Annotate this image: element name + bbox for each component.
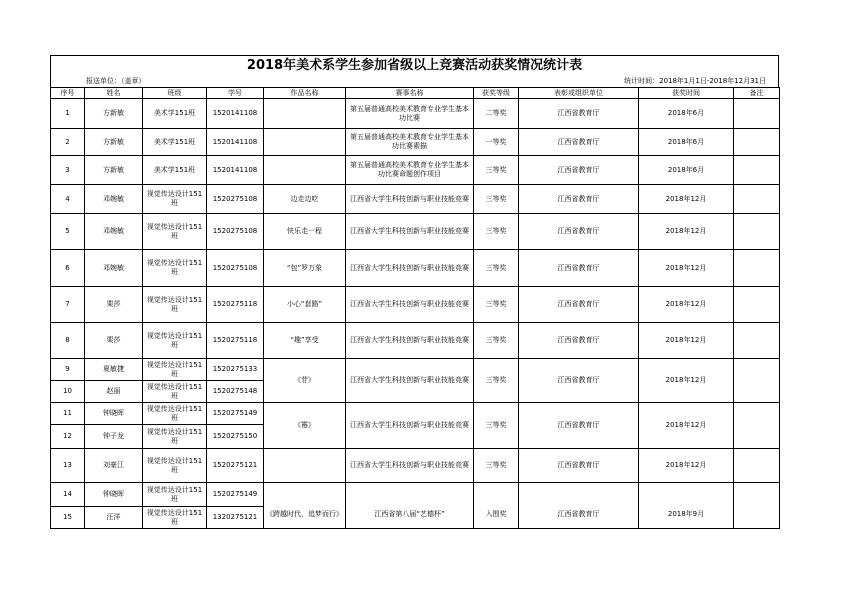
cell-class: 视觉传达设计151班 [143, 287, 207, 323]
cell-no: 4 [51, 185, 85, 214]
cell-class: 美术学151班 [143, 99, 207, 129]
cell-level: 入围奖 [474, 483, 519, 529]
cell-no: 13 [51, 449, 85, 483]
cell-name: 钟晓晖 [85, 403, 143, 425]
cell-no: 3 [51, 156, 85, 185]
cell-name: 方新敏 [85, 156, 143, 185]
table-row [51, 483, 780, 507]
cell-work: 《跨越时代，追梦而行》 [264, 483, 346, 529]
cell-class: 视觉传达设计151班 [143, 483, 207, 507]
cell-name: 邓婉敏 [85, 250, 143, 287]
cell-class: 视觉传达设计151班 [143, 185, 207, 214]
cell-id: 1520275118 [207, 287, 264, 323]
cell-work: 《苷》 [264, 359, 346, 403]
cell-level: 三等奖 [474, 403, 519, 449]
cell-id: 1320275121 [207, 507, 264, 529]
cell-org: 江西省教育厅 [519, 250, 639, 287]
cell-org: 江西省教育厅 [519, 156, 639, 185]
cell-no: 5 [51, 214, 85, 250]
cell-work [264, 129, 346, 156]
cell-id: 1520141108 [207, 156, 264, 185]
cell-note [734, 449, 780, 483]
cell-org: 江西省教育厅 [519, 214, 639, 250]
cell-id: 1520275149 [207, 483, 264, 507]
cell-org: 江西省教育厅 [519, 403, 639, 449]
cell-work: 《霉》 [264, 403, 346, 449]
cell-time: 2018年12月 [639, 323, 734, 359]
cell-time: 2018年6月 [639, 99, 734, 129]
cell-class: 视觉传达设计151班 [143, 449, 207, 483]
header-cell-class: 班级 [143, 88, 207, 99]
cell-level: 三等奖 [474, 214, 519, 250]
cell-time: 2018年9月 [639, 483, 734, 529]
cell-no: 1 [51, 99, 85, 129]
cell-time: 2018年12月 [639, 185, 734, 214]
cell-id: 1520275148 [207, 381, 264, 403]
cell-time: 2018年12月 [639, 214, 734, 250]
cell-event: 江西省大学生科技创新与职业技能竞赛 [346, 250, 474, 287]
cell-no: 9 [51, 359, 85, 381]
header-cell-id: 学号 [207, 88, 264, 99]
cell-class: 美术学151班 [143, 156, 207, 185]
cell-event: 第五届普通高校美术教育专业学生基本功比赛命题创作项目 [346, 156, 474, 185]
info-row [50, 76, 779, 87]
header-cell-time: 获奖时间 [639, 88, 734, 99]
cell-level: 三等奖 [474, 250, 519, 287]
cell-id: 1520275150 [207, 425, 264, 449]
cell-work [264, 99, 346, 129]
cell-note [734, 483, 780, 529]
cell-name: 钟子龙 [85, 425, 143, 449]
table-row [51, 323, 780, 359]
cell-name: 方新敏 [85, 99, 143, 129]
cell-work [264, 449, 346, 483]
cell-no: 10 [51, 381, 85, 403]
cell-time: 2018年12月 [639, 449, 734, 483]
cell-time: 2018年12月 [639, 403, 734, 449]
cell-no: 7 [51, 287, 85, 323]
cell-level: 三等奖 [474, 323, 519, 359]
cell-note [734, 287, 780, 323]
cell-class: 视觉传达设计151班 [143, 403, 207, 425]
cell-name: 赵丽 [85, 381, 143, 403]
cell-no: 14 [51, 483, 85, 507]
cell-event: 第五届普通高校美术教育专业学生基本功比赛素描 [346, 129, 474, 156]
cell-note [734, 156, 780, 185]
header-cell-event: 赛事名称 [346, 88, 474, 99]
cell-org: 江西省教育厅 [519, 323, 639, 359]
cell-work: “包”罗万象 [264, 250, 346, 287]
table-row [51, 359, 780, 381]
table-row [51, 129, 780, 156]
cell-class: 视觉传达设计151班 [143, 250, 207, 287]
cell-level: 三等奖 [474, 449, 519, 483]
table-row [51, 250, 780, 287]
cell-org: 江西省教育厅 [519, 99, 639, 129]
cell-class: 视觉传达设计151班 [143, 323, 207, 359]
table-row [51, 99, 780, 129]
cell-no: 15 [51, 507, 85, 529]
cell-name: 方新敏 [85, 129, 143, 156]
table-row [51, 449, 780, 483]
cell-id: 1520141108 [207, 129, 264, 156]
cell-class: 视觉传达设计151班 [143, 425, 207, 449]
cell-level: 二等奖 [474, 99, 519, 129]
cell-work [264, 156, 346, 185]
awards-table [50, 87, 780, 529]
cell-work: “趣”享受 [264, 323, 346, 359]
cell-time: 2018年6月 [639, 129, 734, 156]
statistics-period: 统计时间：2018年1月1日-2018年12月31日 [624, 77, 766, 85]
cell-level: 三等奖 [474, 156, 519, 185]
cell-time: 2018年12月 [639, 359, 734, 403]
cell-no: 6 [51, 250, 85, 287]
cell-id: 1520275108 [207, 214, 264, 250]
cell-org: 江西省教育厅 [519, 449, 639, 483]
cell-event: 江西省大学生科技创新与职业技能竞赛 [346, 449, 474, 483]
cell-note [734, 185, 780, 214]
cell-id: 1520275118 [207, 323, 264, 359]
header-cell-no: 序号 [51, 88, 85, 99]
cell-note [734, 99, 780, 129]
submitting-unit-label: 报送单位：（盖章） [86, 77, 146, 85]
cell-org: 江西省教育厅 [519, 287, 639, 323]
cell-class: 视觉传达设计151班 [143, 214, 207, 250]
cell-id: 1520275121 [207, 449, 264, 483]
cell-class: 视觉传达设计151班 [143, 507, 207, 529]
header-cell-org: 表彰或组织单位 [519, 88, 639, 99]
cell-level: 三等奖 [474, 287, 519, 323]
cell-level: 三等奖 [474, 359, 519, 403]
cell-event: 江西省第八届“艺德杯” [346, 483, 474, 529]
cell-id: 1520275149 [207, 403, 264, 425]
cell-id: 1520275108 [207, 250, 264, 287]
cell-work: 快乐走一程 [264, 214, 346, 250]
cell-id: 1520275133 [207, 359, 264, 381]
cell-id: 1520275108 [207, 185, 264, 214]
cell-event: 江西省大学生科技创新与职业技能竞赛 [346, 287, 474, 323]
table-title: 2018年美术系学生参加省级以上竞赛活动获奖情况统计表 [50, 55, 779, 76]
cell-name: 刘豪江 [85, 449, 143, 483]
cell-name: 邓婉敏 [85, 214, 143, 250]
table-row [51, 185, 780, 214]
cell-event: 江西省大学生科技创新与职业技能竞赛 [346, 185, 474, 214]
table-row [51, 287, 780, 323]
cell-id: 1520141108 [207, 99, 264, 129]
cell-time: 2018年6月 [639, 156, 734, 185]
cell-level: 一等奖 [474, 129, 519, 156]
cell-org: 江西省教育厅 [519, 129, 639, 156]
cell-name: 汪洋 [85, 507, 143, 529]
cell-event: 江西省大学生科技创新与职业技能竞赛 [346, 323, 474, 359]
header-row [51, 88, 780, 99]
cell-name: 钟晓晖 [85, 483, 143, 507]
spreadsheet-sheet [50, 55, 779, 529]
cell-note [734, 359, 780, 403]
cell-name: 邓婉敏 [85, 185, 143, 214]
cell-time: 2018年12月 [639, 250, 734, 287]
cell-event: 江西省大学生科技创新与职业技能竞赛 [346, 214, 474, 250]
cell-class: 视觉传达设计151班 [143, 359, 207, 381]
cell-no: 2 [51, 129, 85, 156]
cell-event: 第五届普通高校美术教育专业学生基本功比赛 [346, 99, 474, 129]
cell-name: 栗莎 [85, 323, 143, 359]
cell-name: 夏敏捷 [85, 359, 143, 381]
cell-event: 江西省大学生科技创新与职业技能竞赛 [346, 403, 474, 449]
table-row [51, 403, 780, 425]
cell-note [734, 214, 780, 250]
cell-org: 江西省教育厅 [519, 483, 639, 529]
header-cell-level: 获奖等级 [474, 88, 519, 99]
header-cell-work: 作品名称 [264, 88, 346, 99]
cell-level: 三等奖 [474, 185, 519, 214]
cell-time: 2018年12月 [639, 287, 734, 323]
cell-org: 江西省教育厅 [519, 185, 639, 214]
cell-class: 美术学151班 [143, 129, 207, 156]
header-cell-name: 姓名 [85, 88, 143, 99]
cell-org: 江西省教育厅 [519, 359, 639, 403]
table-row [51, 214, 780, 250]
cell-name: 栗莎 [85, 287, 143, 323]
cell-event: 江西省大学生科技创新与职业技能竞赛 [346, 359, 474, 403]
cell-work: 小心“套路” [264, 287, 346, 323]
cell-no: 12 [51, 425, 85, 449]
cell-work: 边走边吃 [264, 185, 346, 214]
cell-note [734, 323, 780, 359]
cell-no: 11 [51, 403, 85, 425]
header-cell-note: 备注 [734, 88, 780, 99]
table-row [51, 156, 780, 185]
cell-note [734, 129, 780, 156]
cell-note [734, 403, 780, 449]
cell-note [734, 250, 780, 287]
cell-class: 视觉传达设计151班 [143, 381, 207, 403]
cell-no: 8 [51, 323, 85, 359]
